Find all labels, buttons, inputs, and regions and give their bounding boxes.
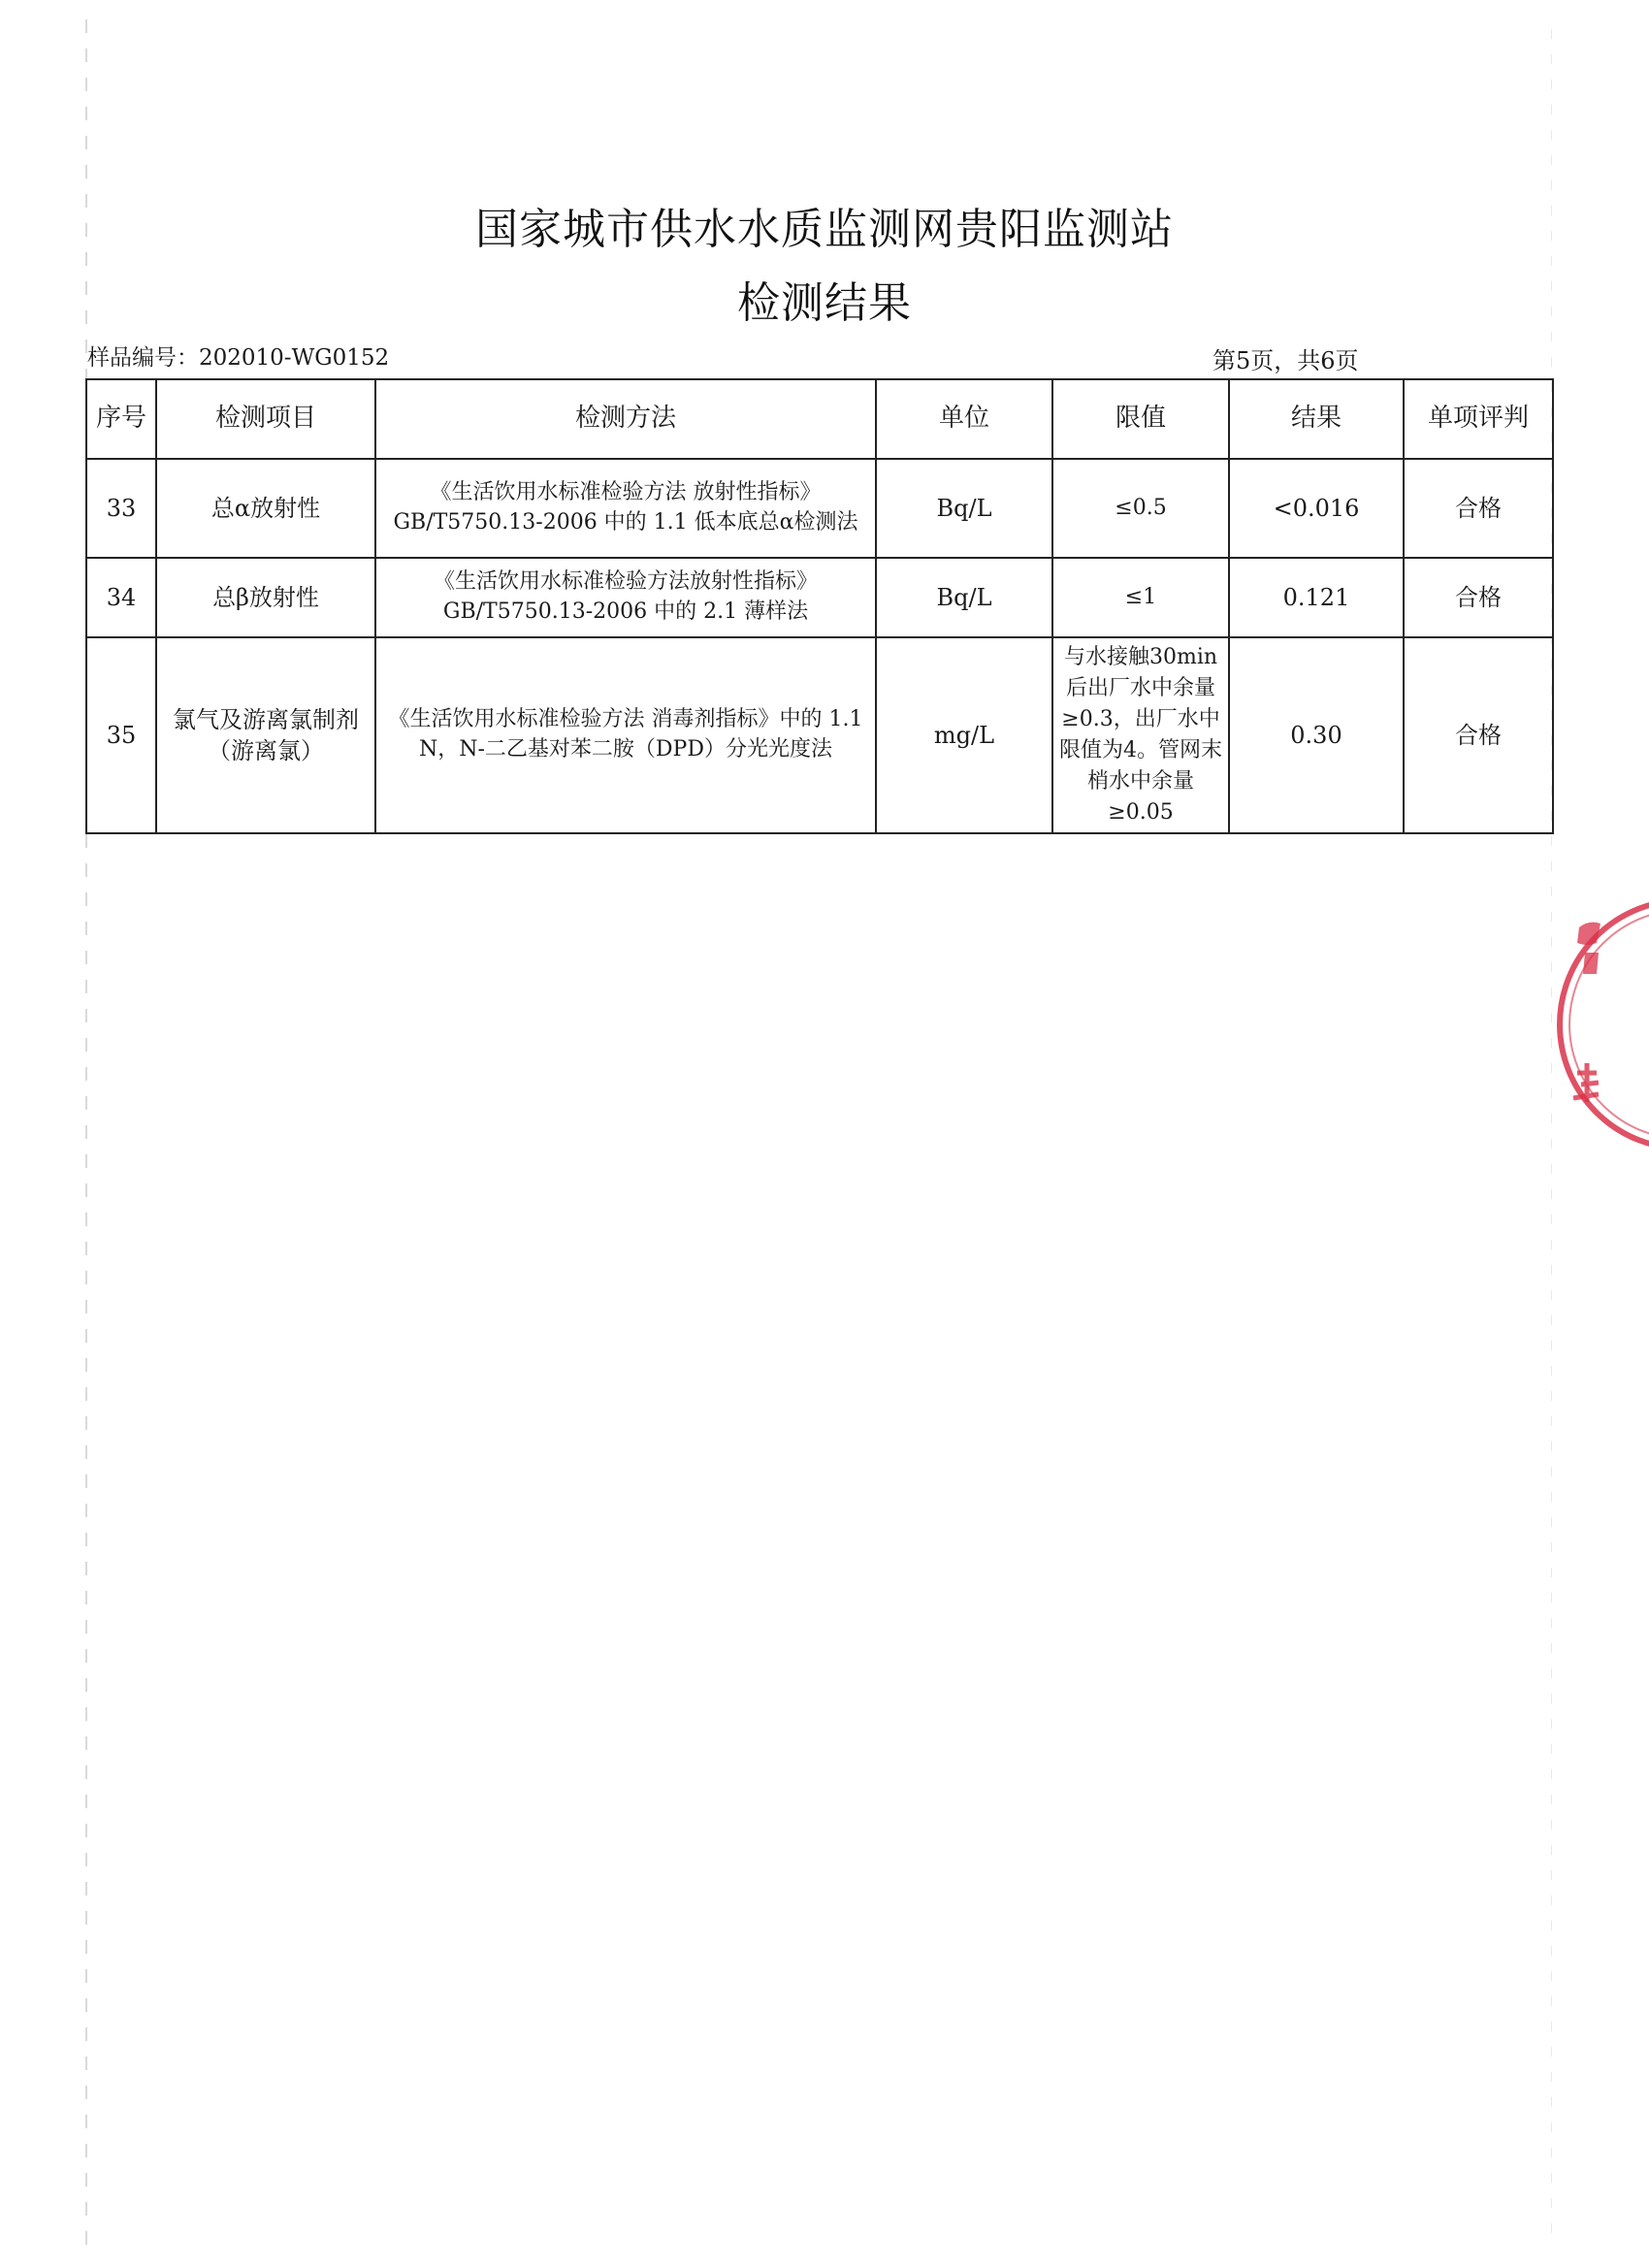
cell-limit: ≤0.5 [1052,459,1229,558]
official-seal-stamp [1548,869,1649,1180]
cell-item: 总β放射性 [156,558,375,637]
cell-item: 总α放射性 [156,459,375,558]
header-judgement: 单项评判 [1404,379,1553,459]
sample-id [87,340,389,372]
cell-no: 34 [86,558,156,637]
header-no: 序号 [86,379,156,459]
table-row [86,459,1553,558]
cell-result: 0.121 [1229,558,1404,637]
cell-no: 35 [86,637,156,833]
cell-unit: Bq/L [876,459,1052,558]
page-info: 第5页，共6页 [1212,347,1359,374]
sample-label: 样品编号： [87,345,199,371]
table-header-row [86,379,1553,459]
cell-item-line1: 氯气及游离氯制剂 [173,705,359,733]
cell-limit: ≤1 [1052,558,1229,637]
header-method: 检测方法 [375,379,876,459]
cell-judgement: 合格 [1404,459,1553,558]
cell-unit: mg/L [876,637,1052,833]
header-unit: 单位 [876,379,1052,459]
cell-method: 《生活饮用水标准检验方法 放射性指标》GB/T5750.13-2006 中的 1.1 低本底总α检测法 [375,459,876,558]
scan-edge-right [1551,29,1552,2241]
header-item: 检测项目 [156,379,375,459]
cell-method: 《生活饮用水标准检验方法 消毒剂指标》中的 1.1 N，N-二乙基对苯二胺（DPD）分光光度法 [375,637,876,833]
cell-item [156,637,375,833]
cell-result: 0.30 [1229,637,1404,833]
cell-no: 33 [86,459,156,558]
cell-limit: 与水接触30min后出厂水中余量≥0.3，出厂水中限值为4。管网末梢水中余量≥0.05 [1052,637,1229,833]
cell-unit: Bq/L [876,558,1052,637]
sample-number: 202010-WG0152 [199,345,390,371]
cell-item-line2: （游离氯） [208,737,324,764]
header-limit: 限值 [1052,379,1229,459]
document-subtitle: 检测结果 [737,278,912,328]
cell-result: <0.016 [1229,459,1404,558]
cell-method: 《生活饮用水标准检验方法放射性指标》GB/T5750.13-2006 中的 2.1 薄样法 [375,558,876,637]
table-row [86,637,1553,833]
cell-judgement: 合格 [1404,558,1553,637]
document-title: 国家城市供水水质监测网贵阳监测站 [475,205,1174,254]
results-table [85,378,1554,834]
cell-judgement: 合格 [1404,637,1553,833]
table-row [86,558,1553,637]
header-result: 结果 [1229,379,1404,459]
